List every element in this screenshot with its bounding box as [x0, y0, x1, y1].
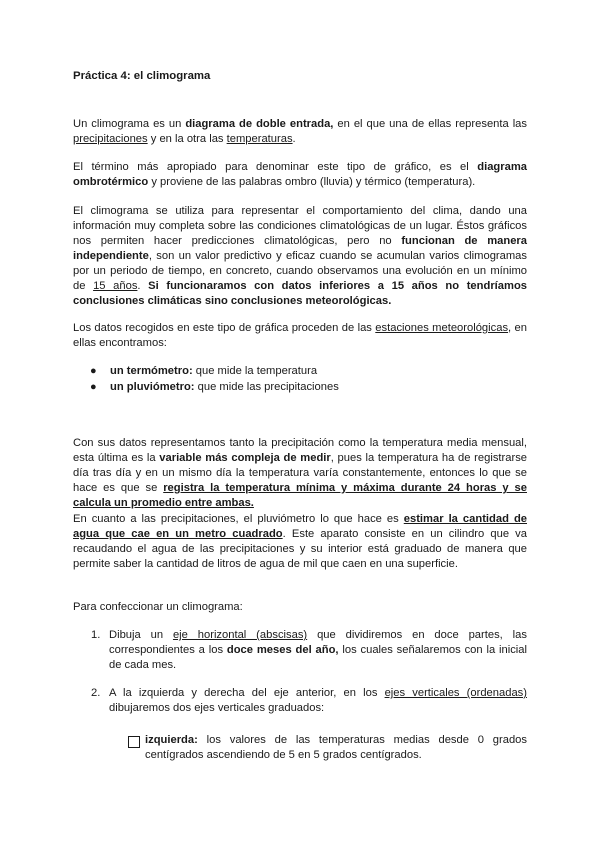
checkbox-icon: [128, 736, 140, 748]
paragraph-definition: Un climograma es un diagrama de doble entrada, en el que una de ellas representa las precipitaciones y en la otra las temperaturas.: [73, 118, 528, 145]
paragraph-temperature: Con sus datos representamos tanto la precipitación como la temperatura media mensual, esta última es la variable más compleja de medir, pues la temperatura ha de registrarse día tras día y en un mismo día la temperatura varía constantemente, entonces lo que se hace es que se registra la temperatura mínima y máxima durante 24 horas y se calcula un promedio entre ambas.: [73, 437, 528, 509]
bold-phrase: funcionan de manera independiente: [73, 235, 527, 262]
underlined-term: 15 años: [93, 280, 138, 292]
list-item: Dibuja un eje horizontal (abscisas) que dividiremos en doce partes, las correspondientes a los doce meses del año, los cuales señalaremos con la inicial de cada mes.: [109, 629, 527, 671]
bold-phrase: diagrama de doble entrada,: [185, 118, 334, 130]
bold-phrase: diagrama ombrotérmico: [73, 161, 527, 188]
underlined-term: eje horizontal (abscisas): [172, 629, 308, 641]
paragraph-precipitation: En cuanto a las precipitaciones, el pluviómetro lo que hace es estimar la cantidad de agua que cae en un metro cuadrado. Este aparato consiste en un cilindro que va recaudando el agua de las precipitaciones y su interior está graduado de manera que permite saber la cantidad de litros de agua de mil que caen en una superficie.: [73, 513, 528, 570]
list-item: A la izquierda y derecha del eje anterior, en los ejes verticales (ordenadas) dibujaremos dos ejes verticales graduados:: [109, 687, 527, 714]
bold-underlined-phrase: estimar la cantidad de agua que cae en un metro cuadrado: [73, 513, 527, 540]
bold-phrase: doce meses del año,: [226, 644, 339, 656]
document-page: Práctica 4: el climograma Un climograma es un diagrama de doble entrada, en el que una de ellas representa las precipitaciones y en la otra las temperaturas. El término más apropiado para denominar este tipo de gráfico, es el diagrama ombrotérmico y proviene de las palabras ombro (lluvia) y térmico (temperatura). El climograma se utiliza para representar el comportamiento del clima, dando una información muy completa sobre las condiciones climatológicas de un lugar. Éstos gráficos nos permiten hacer predicciones climatológicas, pero no funcionan de manera independiente, son un valor predictivo y eficaz cuando se acumulan varios climogramas por un periodo de tiempo, en concreto, cuando observamos una evolución en un mínimo de 15 años. Si funcionaramos con datos inferiores a 15 años no tendríamos conclusiones climáticas sino conclusiones meteorológicas. Los datos recogidos en este tipo de gráfica proceden de las estaciones meteorológicas, en ellas encontramos: ● un termómetro: que mide la temperatura ● un pluviómetro: que mide las precipitaciones Con sus datos representamos tanto la precipitación como la temperatura media mensual, esta última es la variable más compleja de medir, pues la temperatura ha de registrarse día tras día y en un mismo día la temperatura varía constantemente, entonces lo que se hace es que se registra la temperatura mínima y máxima durante 24 horas y se calcula un promedio entre ambas. En cuanto a las precipitaciones, el pluviómetro lo que hace es estimar la cantidad de agua que cae en un metro cuadrado. Este aparato consiste en un cilindro que va recaudando el agua de las precipitaciones y su interior está graduado de manera que permite saber la cantidad de litros de agua de mil que caen en una superficie. Para confeccionar un climograma: 1. Dibuja un eje horizontal (abscisas) que dividiremos en doce partes, las correspondientes a los doce meses del año, los cuales señalaremos con la inicial de cada mes. 2. A la izquierda y derecha del eje anterior, en los ejes verticales (ordenadas) dibujaremos dos ejes verticales graduados: izquierda: los valores de las temperaturas medias desde 0 grados centígrados ascendiendo de 5 en 5 grados centígrados.: [73, 70, 528, 761]
list-number: 2.: [91, 687, 101, 699]
bold-underlined-phrase: registra la temperatura mínima y máxima durante 24 horas y se calcula un promedio entre ambas.: [73, 482, 527, 509]
underlined-term: temperaturas: [226, 133, 293, 145]
bullet-label: un pluviómetro:: [110, 381, 195, 393]
bold-phrase: Si funcionaramos con datos inferiores a 15 años no tendríamos conclusiones climáticas sino conclusiones meteorológicas.: [73, 280, 528, 307]
underlined-term: ejes verticales (ordenadas): [384, 687, 527, 699]
bullet-label: un termómetro:: [110, 365, 193, 377]
paragraph-usage: El climograma se utiliza para representar el comportamiento del clima, dando una información muy completa sobre las condiciones climatológicas de un lugar. Éstos gráficos nos permiten hacer predicciones climatológicas, pero no funcionan de manera independiente, son un valor predictivo y eficaz cuando se acumulan varios climogramas por un periodo de tiempo, en concreto, cuando observamos una evolución en un mínimo de 15 años. Si funcionaramos con datos inferiores a 15 años no tendríamos conclusiones climáticas sino conclusiones meteorológicas.: [73, 205, 528, 307]
paragraph-instructions-intro: Para confeccionar un climograma:: [73, 601, 243, 613]
sub-list-item: izquierda: los valores de las temperaturas medias desde 0 grados centígrados ascendiendo de 5 en 5 grados centígrados.: [145, 734, 527, 761]
list-number: 1.: [91, 629, 101, 641]
paragraph-term: El término más apropiado para denominar este tipo de gráfico, es el diagrama ombrotérmico y proviene de las palabras ombro (lluvia) y térmico (temperatura).: [73, 161, 527, 188]
page-title: Práctica 4: el climograma: [73, 70, 211, 82]
bold-phrase: izquierda:: [145, 734, 198, 746]
bullet-icon: ●: [90, 365, 97, 377]
bullet-icon: ●: [90, 381, 97, 393]
underlined-term: estaciones meteorológicas: [375, 322, 509, 334]
underlined-term: precipitaciones: [73, 133, 148, 145]
bold-phrase: variable más compleja de medir: [159, 452, 331, 464]
paragraph-data-source: Los datos recogidos en este tipo de gráfica proceden de las estaciones meteorológicas, en ellas encontramos:: [73, 322, 527, 349]
